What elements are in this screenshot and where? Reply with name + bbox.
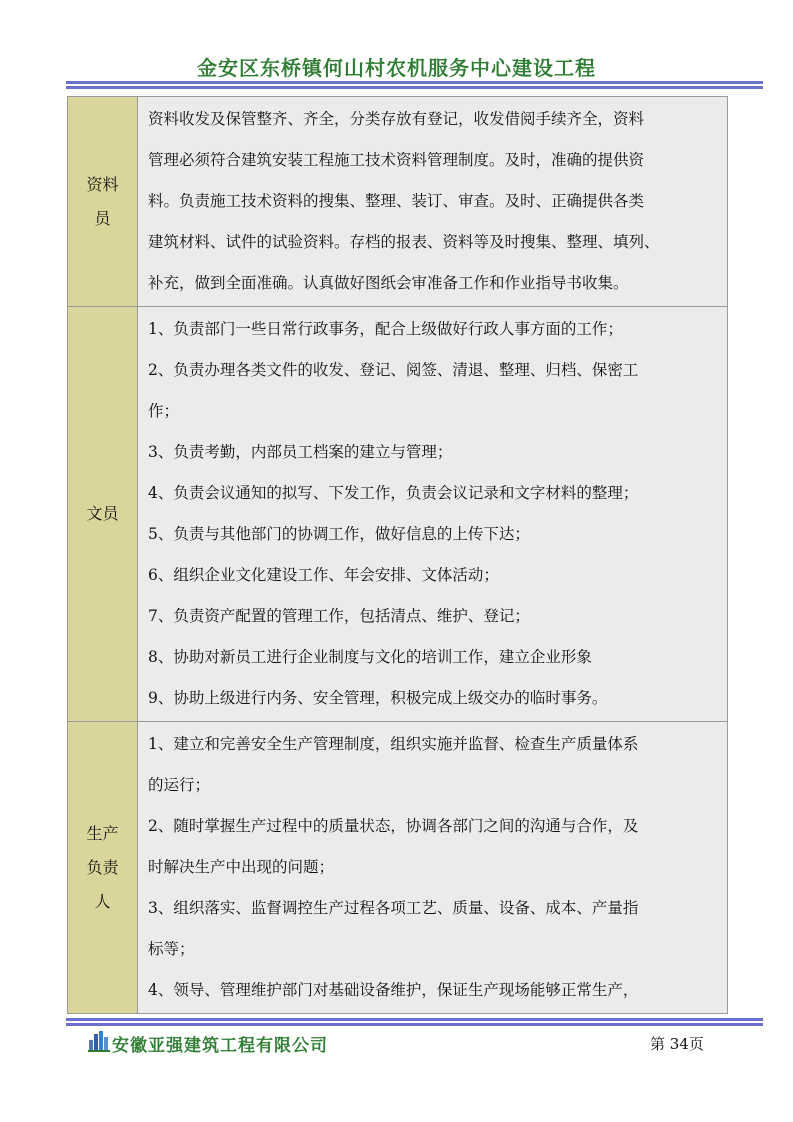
role-label-line: 生产 [86, 823, 119, 843]
duty-line: 标等； [148, 940, 195, 958]
duty-line: 9、协助上级进行内务、安全管理，积极完成上级交办的临时事务。 [148, 689, 608, 707]
duty-line: 补充，做到全面准确。认真做好图纸会审准备工作和作业指导书收集。 [148, 274, 629, 292]
header-rule-upper [66, 81, 763, 84]
duty-line: 2、负责办理各类文件的收发、登记、阅签、清退、整理、归档、保密工 [148, 361, 639, 379]
duty-line: 4、负责会议通知的拟写、下发工作，负责会议记录和文字材料的整理； [148, 484, 639, 502]
duty-line: 3、组织落实、监督调控生产过程各项工艺、质量、设备、成本、产量指 [148, 899, 639, 917]
duty-line: 3、负责考勤，内部员工档案的建立与管理； [148, 443, 453, 461]
role-label-line: 人 [94, 891, 111, 911]
duty-line: 1、负责部门一些日常行政事务，配合上级做好行政人事方面的工作； [148, 320, 623, 338]
role-cell [68, 722, 138, 1014]
duty-line: 1、建立和完善安全生产管理制度，组织实施并监督、检查生产质量体系 [148, 735, 639, 753]
page-number: 第 34页 [650, 1035, 704, 1053]
duties-cell [138, 722, 728, 1014]
footer-rule-upper [66, 1018, 763, 1021]
duty-line: 5、负责与其他部门的协调工作，做好信息的上传下达； [148, 525, 530, 543]
footer-rule-lower [66, 1023, 763, 1026]
duty-line: 料。负责施工技术资料的搜集、整理、装订、审查。及时、正确提供各类 [148, 192, 645, 210]
duty-line: 管理必须符合建筑安装工程施工技术资料管理制度。及时，准确的提供资 [148, 151, 645, 169]
role-cell [68, 307, 138, 722]
role-label-line: 负责 [86, 857, 119, 877]
table-row-clerk [68, 307, 728, 722]
duty-line: 7、负责资产配置的管理工作，包括清点、维护、登记； [148, 607, 530, 625]
duty-line: 作； [148, 402, 180, 420]
duty-line: 2、随时掌握生产过程中的质量状态，协调各部门之间的沟通与合作，及 [148, 817, 639, 835]
duties-cell [138, 307, 728, 722]
duties-cell [138, 97, 728, 307]
table-row-data-clerk [68, 97, 728, 307]
duty-line: 资料收发及保管整齐、齐全，分类存放有登记，收发借阅手续齐全，资料 [148, 110, 645, 128]
building-logo-icon [88, 1030, 110, 1052]
role-cell [68, 97, 138, 307]
duties-table [67, 96, 728, 1014]
header-rule-lower [66, 86, 763, 89]
duty-line: 8、协助对新员工进行企业制度与文化的培训工作，建立企业形象 [148, 648, 592, 666]
duty-line: 6、组织企业文化建设工作、年会安排、文体活动； [148, 566, 499, 584]
duty-line: 的运行； [148, 776, 211, 794]
table-row-production-lead [68, 722, 728, 1014]
footer-company-name: 安徽亚强建筑工程有限公司 [112, 1036, 328, 1056]
role-label-line: 文员 [86, 504, 119, 523]
page-header-title: 金安区东桥镇何山村农机服务中心建设工程 [197, 56, 596, 80]
duty-line: 建筑材料、试件的试验资料。存档的报表、资料等及时搜集、整理、填列、 [148, 233, 660, 251]
duty-line: 4、领导、管理维护部门对基础设备维护，保证生产现场能够正常生产， [148, 981, 639, 999]
role-label-line: 资料 [86, 174, 119, 194]
duty-line: 时解决生产中出现的问题； [148, 858, 335, 876]
role-label-line: 员 [94, 208, 111, 228]
